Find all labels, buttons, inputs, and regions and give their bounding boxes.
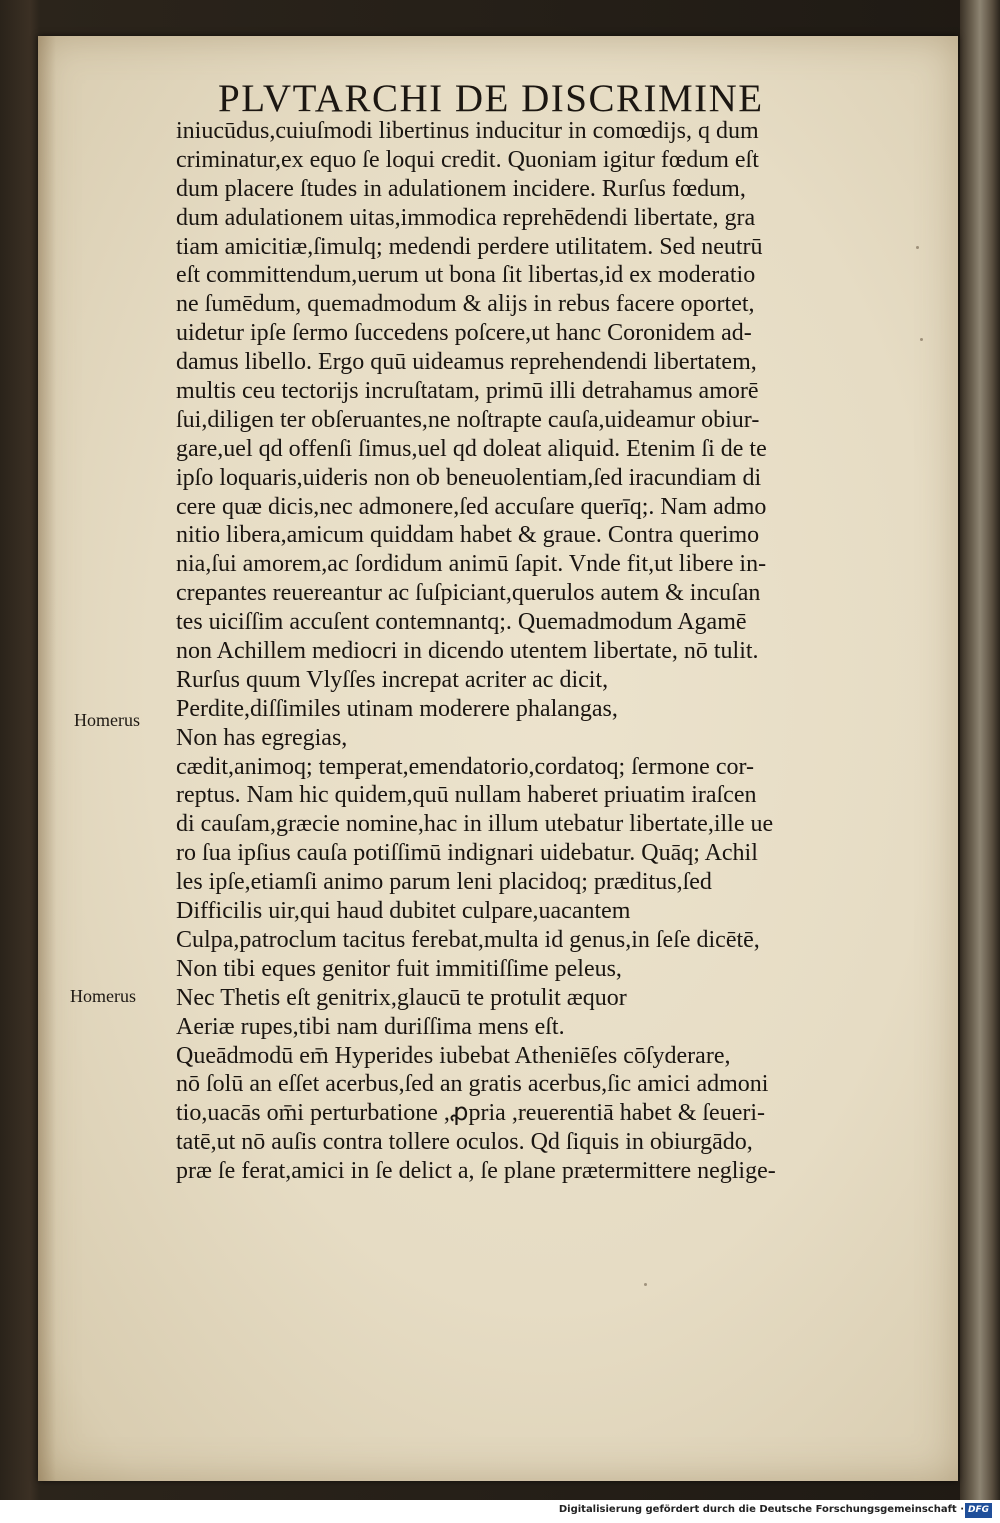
book-binding-edge (960, 0, 1000, 1500)
text-line: nia,ſui amorem,ac ſordidum animū ſapit. Vnde fit,ut libere in- (176, 551, 767, 578)
text-line: nō ſolū an eſſet acerbus,ſed an gratis acerbus,ſic amici admoni (176, 1071, 769, 1098)
text-line: ro ſua ipſius cauſa potiſſimū indignari uidebatur. Quāq; Achil (176, 840, 758, 867)
text-line: tatē,ut nō auſis contra tollere oculos. Qd ſiquis in obiurgādo, (176, 1129, 753, 1156)
body-text (176, 117, 884, 1186)
text-line: præ ſe ferat,amici in ſe delict a, ſe plane prætermittere neglige- (176, 1158, 776, 1185)
text-line: Queādmodū em̄ Hyperides iubebat Atheniēſes cōſyderare, (176, 1042, 731, 1069)
text-line: cædit,animoq; temperat,emendatorio,cordatoq; ſermone cor- (176, 753, 754, 780)
text-line: multis ceu tectorijs incruſtatam, primū illi detrahamus amorē (176, 378, 759, 405)
text-line: nitio libera,amicum quiddam habet & graue. Contra querimo (176, 522, 760, 549)
text-line: tiam amicitiæ,ſimulq; medendi perdere utilitatem. Sed neutrū (176, 233, 763, 260)
text-line: gare,uel qd offenſi ſimus,uel qd doleat aliquid. Etenim ſi de te (176, 435, 767, 462)
marginal-note: Homerus (74, 710, 140, 730)
paper-speck (916, 246, 919, 249)
text-line: iniucūdus,cuiuſmodi libertinus inducitur in comœdijs, q dum (176, 118, 759, 144)
text-line: Non has egregias, (176, 724, 348, 751)
text-line: di cauſam,græcie nomine,hac in illum utebatur libertate,ille ue (176, 811, 774, 838)
page-gutter-shadow (38, 36, 56, 1481)
dfg-logo-icon: DFG (965, 1503, 992, 1518)
text-line: non Achillem mediocri in dicendo utentem libertate, nō tulit. (176, 638, 759, 665)
digitization-footer (0, 1500, 1000, 1523)
text-line: criminatur,ex equo ſe loqui credit. Quoniam igitur fœdum eſt (176, 146, 759, 173)
text-line: eſt committendum,uerum ut bona ſit libertas,id ex moderatio (176, 262, 756, 289)
text-line: dum adulationem uitas,immodica reprehēdendi libertate, gra (176, 204, 756, 231)
text-line: tio,uacās om̄i perturbatione ,ꝓpria ,reuerentiā habet & ſeueri- (176, 1100, 766, 1127)
text-line: Difficilis uir,qui haud dubitet culpare,uacantem (176, 898, 631, 925)
text-line: damus libello. Ergo quū uideamus reprehendendi libertatem, (176, 349, 757, 376)
text-line: crepantes reuereantur ac ſuſpiciant,querulos autem & incuſan (176, 580, 761, 607)
text-line: cere quæ dicis,nec admonere,ſed accuſare querīq;. Nam admo (176, 493, 767, 520)
text-line: Nec Thetis eſt genitrix,glaucū te protulit æquor (176, 984, 627, 1011)
text-line: Perdite,diſſimiles utinam moderere phalangas, (176, 695, 618, 722)
text-line: Non tibi eques genitor fuit immitiſſime peleus, (176, 955, 622, 982)
text-line: les ipſe,etiamſi animo parum leni placidoq; præditus,ſed (176, 869, 712, 896)
paper-speck (920, 338, 923, 341)
text-line: Aeriæ rupes,tibi nam duriſſima mens eſt. (176, 1013, 565, 1040)
paper-speck (644, 1283, 647, 1286)
text-line: ne ſumēdum, quemadmodum & alijs in rebus facere oportet, (176, 291, 755, 318)
text-line: dum placere ſtudes in adulationem incidere. Rurſus fœdum, (176, 175, 746, 202)
text-line: uidetur ipſe ſermo ſuccedens poſcere,ut hanc Coronidem ad- (176, 320, 752, 347)
text-line: Rurſus quum Vlyſſes increpat acriter ac dicit, (176, 666, 609, 693)
text-line: tes uiciſſim accuſent contemnantq;. Quemadmodum Agamē (176, 609, 747, 636)
text-line: ipſo loquaris,uideris non ob beneuolentiam,ſed iracundiam di (176, 464, 762, 491)
text-line: ſui,diligen ter obſeruantes,ne noſtrapte cauſa,uideamur obiur- (176, 406, 760, 433)
marginal-note: Homerus (70, 986, 136, 1006)
text-line: reptus. Nam hic quidem,quū nullam haberet priuatim iraſcen (176, 782, 757, 809)
running-head: PLVTARCHI DE DISCRIMINE (218, 77, 764, 120)
funding-credit: Digitalisierung gefördert durch die Deutsche Forschungsgemeinschaft · (558, 1504, 964, 1515)
text-line: Culpa,patroclum tacitus ferebat,multa id genus,in ſeſe dicētē, (176, 926, 760, 953)
